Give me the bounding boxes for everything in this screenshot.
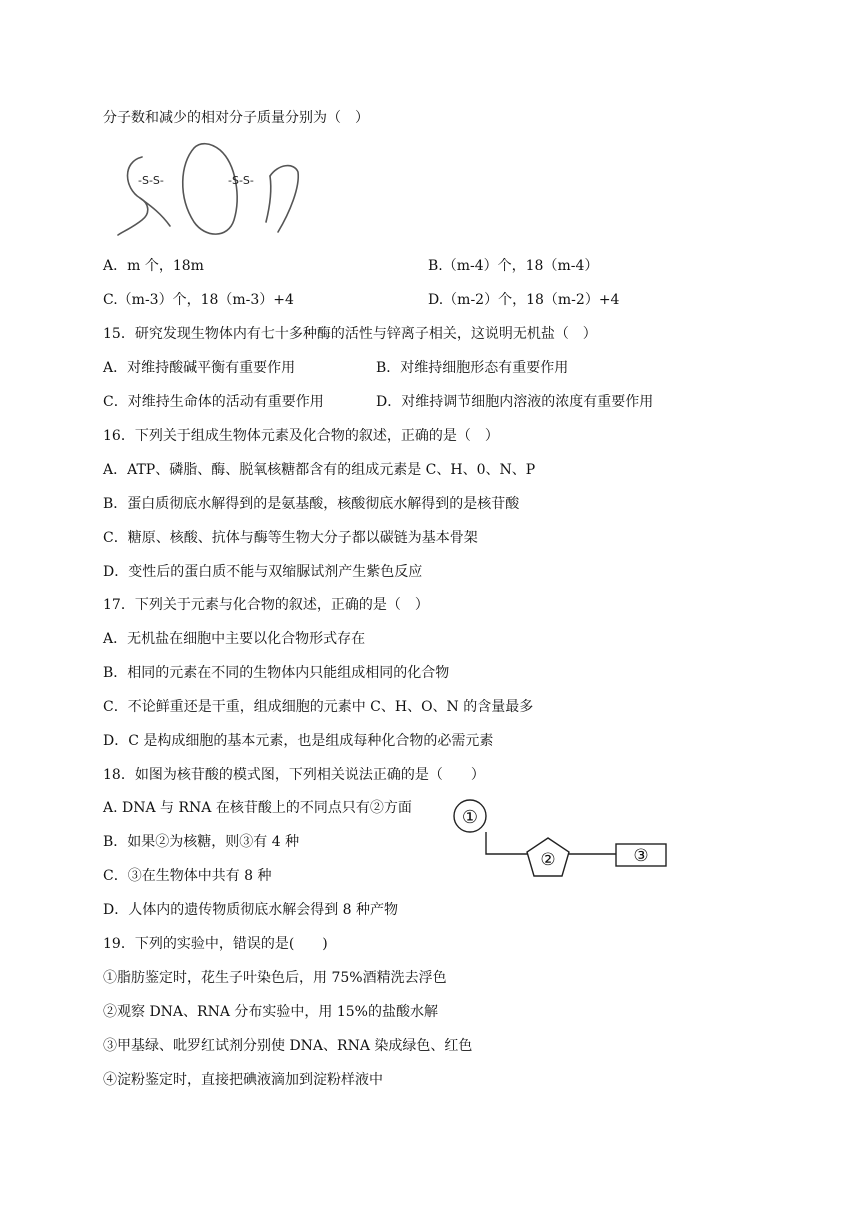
q16-option-a: A．ATP、磷脂、酶、脱氧核糖都含有的组成元素是 C、H、0、N、P <box>103 462 536 478</box>
q18-option-b: B．如果②为核糖，则③有 4 种 <box>103 834 300 850</box>
q15-stem: 15．研究发现生物体内有七十多种酶的活性与锌离子相关，这说明无机盐（ ） <box>103 326 597 342</box>
q19-item-2: ②观察 DNA、RNA 分布实验中，用 15%的盐酸水解 <box>103 1004 438 1020</box>
protein-disulfide-figure <box>110 142 310 242</box>
q16-option-c: C．糖原、核酸、抗体与酶等生物大分子都以碳链为基本骨架 <box>103 530 478 546</box>
q18-option-a: A. DNA 与 RNA 在核苷酸上的不同点只有②方面 <box>103 800 412 816</box>
label-1: ① <box>461 807 479 828</box>
q17-option-a: A．无机盐在细胞中主要以化合物形式存在 <box>103 631 366 647</box>
q15-option-b: B．对维持细胞形态有重要作用 <box>376 360 569 376</box>
q14-stem-tail: 分子数和减少的相对分子质量分别为（ ） <box>103 110 369 126</box>
q15-option-c: C．对维持生命体的活动有重要作用 <box>103 394 324 410</box>
q19-stem: 19．下列的实验中，错误的是( ) <box>103 936 328 952</box>
nucleotide-diagram <box>450 796 674 882</box>
q14-option-b: B.（m-4）个，18（m-4） <box>428 258 599 274</box>
q17-option-d: D．C 是构成细胞的基本元素，也是组成每种化合物的必需元素 <box>103 733 494 749</box>
q16-option-d: D．变性后的蛋白质不能与双缩脲试剂产生紫色反应 <box>103 564 423 580</box>
q14-option-c: C.（m-3）个，18（m-3）+4 <box>103 292 294 308</box>
label-2: ② <box>540 850 556 870</box>
q14-option-a: A．m 个，18m <box>103 258 204 274</box>
q14-option-d: D.（m-2）个，18（m-2）+4 <box>428 292 620 308</box>
q17-option-c: C．不论鲜重还是干重，组成细胞的元素中 C、H、O、N 的含量最多 <box>103 699 534 715</box>
q17-option-b: B．相同的元素在不同的生物体内只能组成相同的化合物 <box>103 665 450 681</box>
disulfide-bond-2: -S-S- <box>228 174 254 187</box>
q18-stem: 18．如图为核苷酸的模式图，下列相关说法正确的是（ ） <box>103 767 485 783</box>
q15-option-a: A．对维持酸碱平衡有重要作用 <box>103 360 296 376</box>
q19-item-3: ③甲基绿、吡罗红试剂分别使 DNA、RNA 染成绿色、红色 <box>103 1038 473 1054</box>
q17-stem: 17．下列关于元素与化合物的叙述，正确的是（ ） <box>103 597 429 613</box>
q19-item-1: ①脂肪鉴定时，花生子叶染色后，用 75%酒精洗去浮色 <box>103 970 447 986</box>
label-3: ③ <box>633 846 649 866</box>
q16-stem: 16．下列关于组成生物体元素及化合物的叙述，正确的是（ ） <box>103 428 499 444</box>
q18-option-d: D．人体内的遗传物质彻底水解会得到 8 种产物 <box>103 902 399 918</box>
q19-item-4: ④淀粉鉴定时，直接把碘液滴加到淀粉样液中 <box>103 1072 383 1088</box>
q18-option-c: C．③在生物体中共有 8 种 <box>103 868 272 884</box>
q15-option-d: D．对维持调节细胞内溶液的浓度有重要作用 <box>376 394 654 410</box>
disulfide-bond-1: -S-S- <box>138 174 164 187</box>
q16-option-b: B．蛋白质彻底水解得到的是氨基酸，核酸彻底水解得到的是核苷酸 <box>103 496 520 512</box>
